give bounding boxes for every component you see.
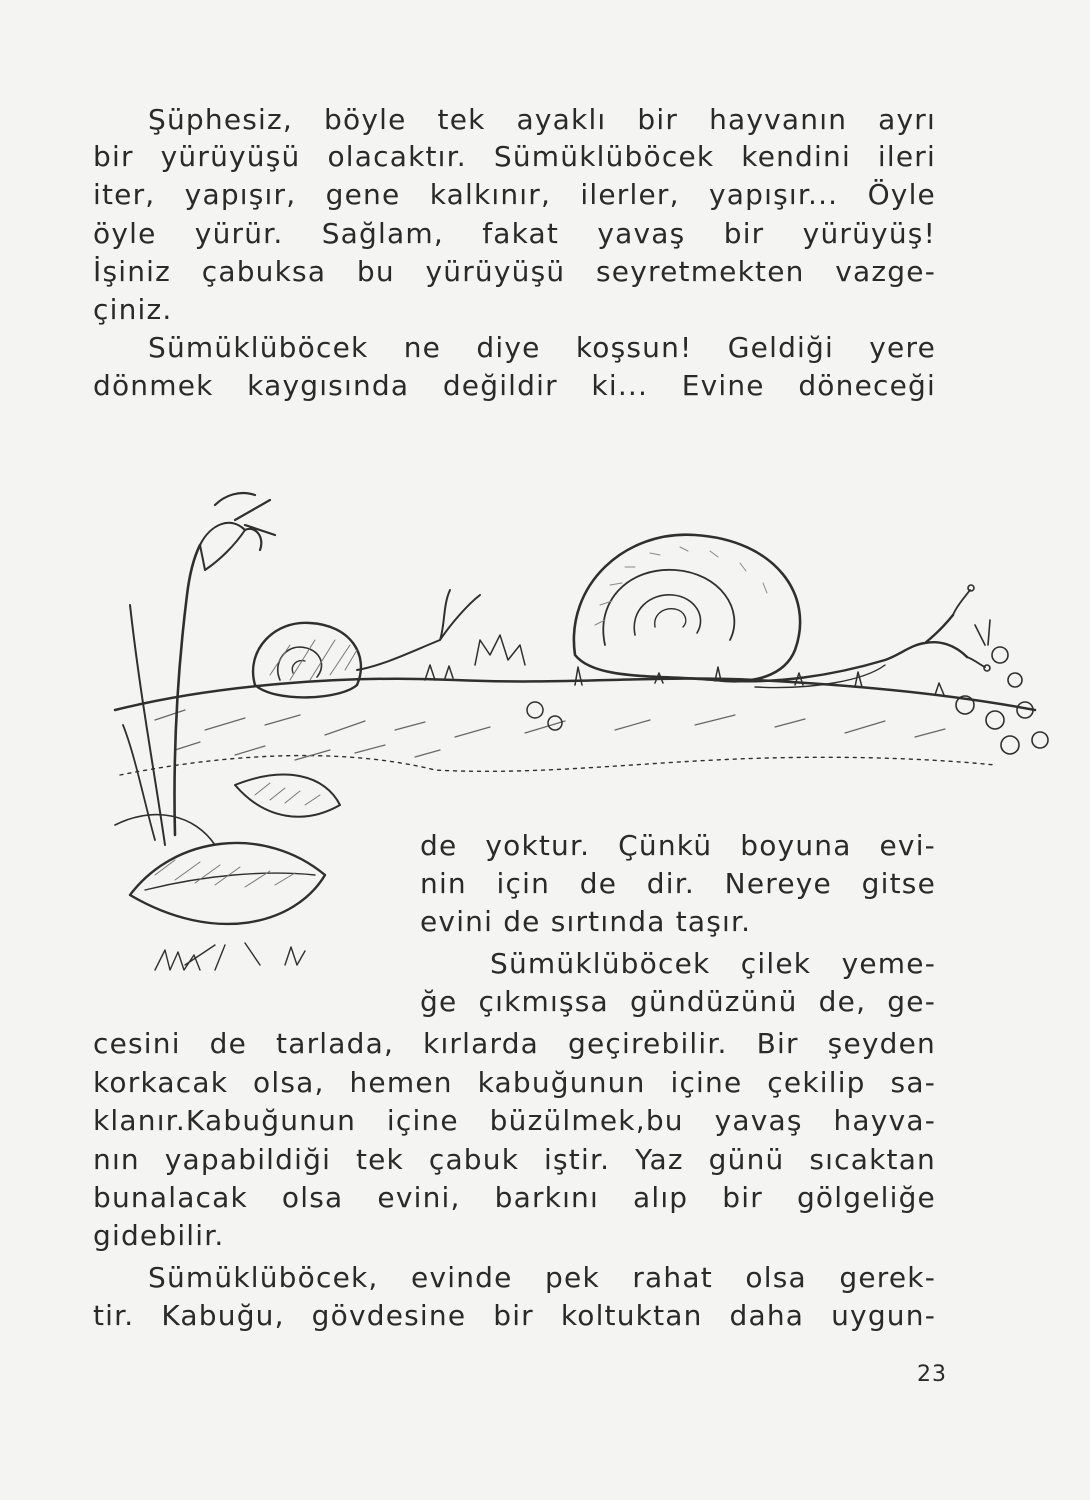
text-line: klanır.Kabuğunun içine büzülmek,bu yavaş hayva-	[93, 1104, 936, 1137]
text-line: gidebilir.	[93, 1219, 225, 1252]
text-line: iter, yapışır, gene kalkınır, ilerler, yapışır... Öyle	[93, 178, 936, 211]
text-line: de yoktur. Çünkü boyuna evi-	[420, 829, 936, 862]
page-number: 23	[917, 1362, 947, 1387]
text-line: nın yapabildiği tek çabuk iştir. Yaz günü sıcaktan	[93, 1143, 936, 1176]
text-line: nin için de dir. Nereye gitse	[420, 867, 936, 900]
text-line: İşiniz çabuksa bu yürüyüşü seyretmekten vazge-	[93, 255, 936, 288]
text-line: Sümüklüböcek çilek yeme-	[490, 947, 936, 980]
text-line: çiniz.	[93, 293, 173, 326]
text-line: evini de sırtında taşır.	[420, 905, 752, 938]
text-line: bunalacak olsa evini, barkını alıp bir gölgeliğe	[93, 1181, 936, 1214]
text-line: Şüphesiz, böyle tek ayaklı bir hayvanın ayrı	[148, 103, 936, 136]
text-line: dönmek kaygısında değildir ki... Evine döneceği	[93, 369, 936, 402]
text-line: öyle yürür. Sağlam, fakat yavaş bir yürüyüş!	[93, 217, 936, 250]
text-line: korkacak olsa, hemen kabuğunun içine çekilip sa-	[93, 1066, 936, 1099]
text-line: cesini de tarlada, kırlarda geçirebilir. Bir şeyden	[93, 1027, 936, 1060]
text-line: Sümüklüböcek, evinde pek rahat olsa gerek-	[148, 1261, 936, 1294]
text-line: tir. Kabuğu, gövdesine bir koltuktan daha uygun-	[93, 1299, 936, 1332]
text-line: bir yürüyüşü olacaktır. Sümüklüböcek kendini ileri	[93, 140, 936, 173]
text-line: ğe çıkmışsa gündüzünü de, ge-	[420, 985, 936, 1018]
text-line: Sümüklüböcek ne diye koşsun! Geldiği yere	[148, 331, 936, 364]
